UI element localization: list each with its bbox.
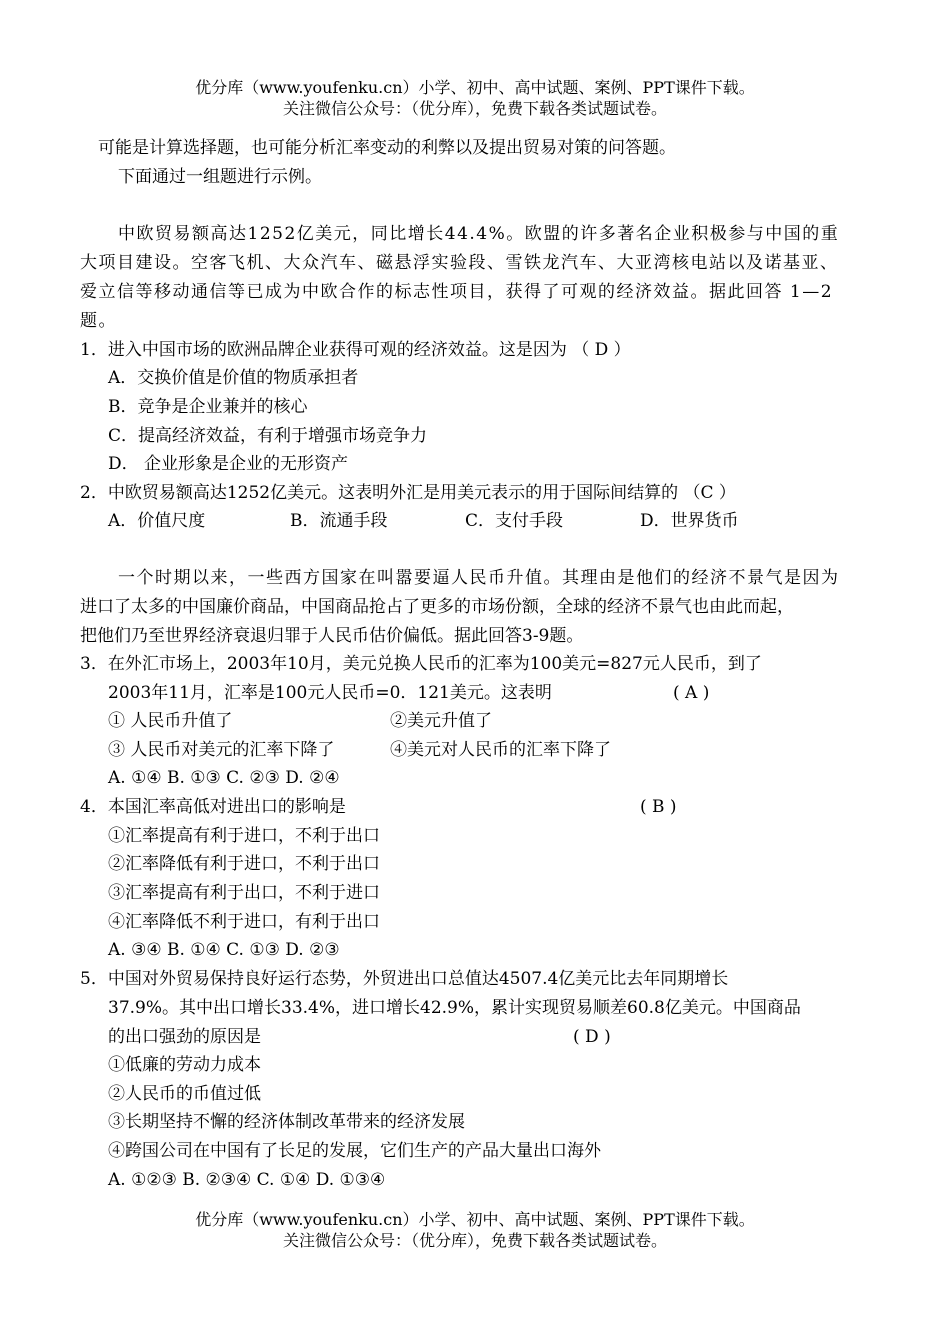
intro-line-1: 可能是计算选择题，也可能分析汇率变动的利弊以及提出贸易对策的问答题。 bbox=[98, 138, 676, 158]
q3-item-2: ②美元升值了 bbox=[390, 711, 492, 731]
q1-option-b: B．竞争是企业兼并的核心 bbox=[108, 397, 308, 417]
passage2-line-3: 把他们乃至世界经济衰退归罪于人民币估价偏低。据此回答3-9题。 bbox=[80, 626, 584, 646]
q5-stem-3: 的出口强劲的原因是 bbox=[108, 1027, 261, 1047]
passage1-line-2: 大项目建设。空客飞机、大众汽车、磁悬浮实验段、雪铁龙汽车、大亚湾核电站以及诺基亚、 bbox=[80, 253, 839, 273]
q3-item-1: ① 人民币升值了 bbox=[108, 711, 233, 731]
q2-option-b: B．流通手段 bbox=[290, 511, 388, 531]
header-line-1: 优分库（www.youfenku.cn）小学、初中、高中试题、案例、PPT课件下载。 bbox=[195, 78, 755, 97]
q5-item-2: ②人民币的币值过低 bbox=[108, 1084, 261, 1104]
q5-stem-1: 5．中国对外贸易保持良好运行态势，外贸进出口总值达4507.4亿美元比去年同期增长 bbox=[80, 969, 729, 989]
q1-option-a: A．交换价值是价值的物质承担者 bbox=[108, 368, 359, 388]
passage2-line-1: 一个时期以来，一些西方国家在叫嚣要逼人民币升值。其理由是他们的经济不景气是因为 bbox=[118, 568, 840, 588]
passage2-line-2: 进口了太多的中国廉价商品，中国商品抢占了更多的市场份额，全球的经济不景气也由此而起， bbox=[80, 597, 794, 617]
q4-item-2: ②汇率降低有利于进口，不利于出口 bbox=[108, 854, 380, 874]
q2-option-a: A．价值尺度 bbox=[108, 511, 206, 531]
q2-option-c: C．支付手段 bbox=[465, 511, 564, 531]
q4-item-3: ③汇率提高有利于出口，不利于进口 bbox=[108, 883, 380, 903]
q1-stem: 1．进入中国市场的欧洲品牌企业获得可观的经济效益。这是因为 （ D ） bbox=[80, 340, 631, 360]
header-line-2: 关注微信公众号：（优分库），免费下载各类试题试卷。 bbox=[282, 99, 667, 118]
q3-item-4: ④美元对人民币的汇率下降了 bbox=[390, 740, 611, 760]
page-header bbox=[0, 77, 950, 119]
q4-item-4: ④汇率降低不利于进口，有利于出口 bbox=[108, 912, 380, 932]
q3-item-3: ③ 人民币对美元的汇率下降了 bbox=[108, 740, 335, 760]
q5-item-1: ①低廉的劳动力成本 bbox=[108, 1055, 261, 1075]
q3-stem-1: 3．在外汇市场上，2003年10月，美元兑换人民币的汇率为100美元=827元人民币，到了 bbox=[80, 654, 762, 674]
q4-choices: A. ③④ B. ①④ C. ①③ D. ②③ bbox=[108, 940, 340, 960]
q4-stem: 4．本国汇率高低对进出口的影响是 bbox=[80, 797, 346, 817]
footer-line-1: 优分库（www.youfenku.cn）小学、初中、高中试题、案例、PPT课件下载。 bbox=[195, 1210, 755, 1229]
passage1-line-1: 中欧贸易额高达1252亿美元，同比增长44.4%。欧盟的许多著名企业积极参与中国的重 bbox=[118, 224, 840, 244]
q3-stem-2: 2003年11月，汇率是100元人民币=0．121美元。这表明 bbox=[108, 683, 552, 703]
q1-option-c: C．提高经济效益，有利于增强市场竞争力 bbox=[108, 426, 428, 446]
q2-stem: 2．中欧贸易额高达1252亿美元。这表明外汇是用美元表示的用于国际间结算的 （C ） bbox=[80, 483, 736, 503]
passage1-line-3: 爱立信等移动通信等已成为中欧合作的标志性项目，获得了可观的经济效益。据此回答 1—2 bbox=[80, 282, 834, 302]
q5-stem-2: 37.9%。其中出口增长33.4%，进口增长42.9%，累计实现贸易顺差60.8亿美元。中国商品 bbox=[108, 998, 801, 1018]
q1-option-d: D． 企业形象是企业的无形资产 bbox=[108, 454, 349, 474]
q5-answer: ( D ) bbox=[573, 1027, 611, 1047]
passage1-line-4: 题。 bbox=[80, 311, 117, 331]
q3-answer: ( A ) bbox=[673, 683, 710, 703]
page-footer bbox=[0, 1209, 950, 1251]
q5-choices: A. ①②③ B. ②③④ C. ①④ D. ①③④ bbox=[108, 1170, 386, 1190]
q4-answer: ( B ) bbox=[640, 797, 677, 817]
q2-option-d: D．世界货币 bbox=[640, 511, 739, 531]
q5-item-4: ④跨国公司在中国有了长足的发展，它们生产的产品大量出口海外 bbox=[108, 1141, 601, 1161]
q3-choices: A. ①④ B. ①③ C. ②③ D. ②④ bbox=[108, 768, 340, 788]
intro-line-2: 下面通过一组题进行示例。 bbox=[118, 167, 322, 187]
q5-item-3: ③长期坚持不懈的经济体制改革带来的经济发展 bbox=[108, 1112, 465, 1132]
footer-line-2: 关注微信公众号：（优分库），免费下载各类试题试卷。 bbox=[282, 1231, 667, 1250]
q4-item-1: ①汇率提高有利于进口，不利于出口 bbox=[108, 826, 380, 846]
